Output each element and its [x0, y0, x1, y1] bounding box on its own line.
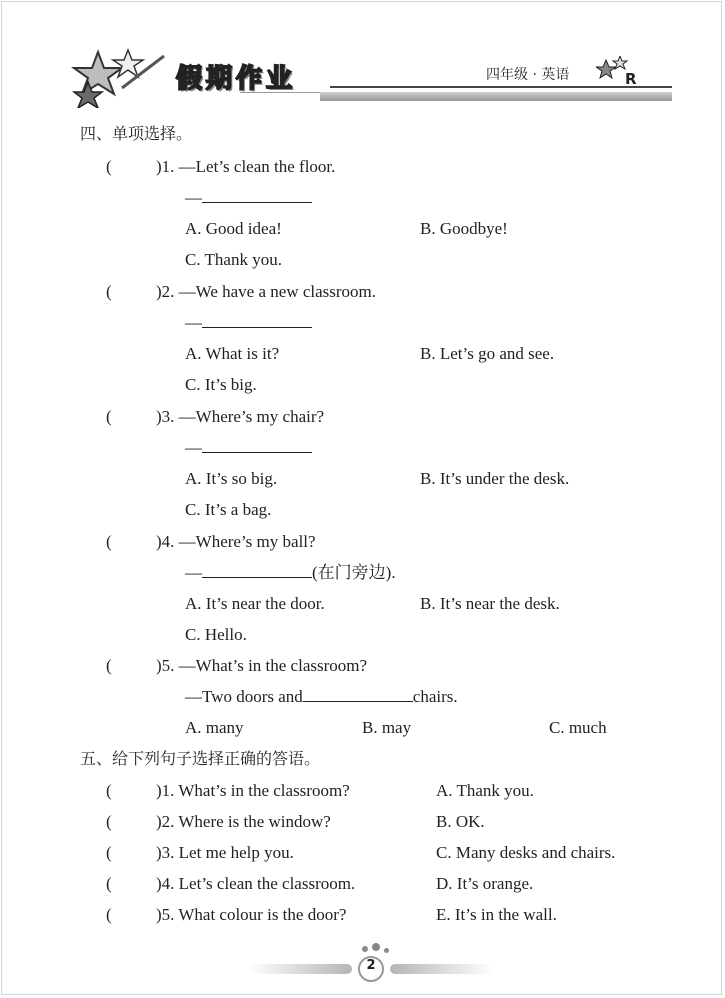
match-answer: B. OK.	[436, 812, 485, 831]
answer-line	[185, 313, 312, 333]
footer-bar-right	[390, 964, 494, 974]
question-stem: )5. —What’s in the classroom?	[156, 656, 368, 675]
footer-dot	[372, 943, 380, 951]
match-question: )1. What’s in the classroom?	[156, 781, 350, 800]
answer-bracket: (	[106, 656, 112, 675]
answer-blank[interactable]	[202, 188, 312, 203]
option: C. Hello.	[185, 625, 247, 644]
answer-line	[185, 438, 312, 458]
option: B. It’s near the desk.	[420, 594, 560, 613]
answer-line	[185, 188, 312, 208]
answer-prefix: —	[185, 438, 202, 457]
answer-bracket: (	[106, 812, 112, 831]
match-answer: E. It’s in the wall.	[436, 905, 557, 924]
grade-subject-label: 四年级 · 英语	[486, 67, 570, 83]
match-answer: D. It’s orange.	[436, 874, 534, 893]
header-gray-bar	[320, 92, 672, 101]
answer-bracket: (	[106, 781, 112, 800]
answer-blank[interactable]	[202, 313, 312, 328]
answer-bracket: (	[106, 532, 112, 551]
match-question: )5. What colour is the door?	[156, 905, 347, 924]
answer-bracket: (	[106, 157, 112, 176]
page-footer	[248, 942, 498, 982]
stars-logo-icon	[68, 48, 168, 108]
match-answer: A. Thank you.	[436, 781, 534, 800]
question-stem: )1. —Let’s clean the floor.	[156, 157, 336, 176]
answer-prefix: —	[185, 188, 202, 207]
option: A. It’s so big.	[185, 469, 278, 488]
answer-hint: (在门旁边).	[312, 563, 396, 582]
section4-heading: 四、单项选择。	[80, 124, 193, 143]
answer-suffix: chairs.	[412, 687, 458, 706]
footer-dot	[384, 948, 389, 953]
page-number: 2	[366, 958, 376, 973]
option: B. Let’s go and see.	[420, 344, 555, 363]
answer-prefix: —Two doors and	[185, 687, 303, 706]
option: A. Good idea!	[185, 219, 282, 238]
answer-bracket: (	[106, 905, 112, 924]
footer-bar-left	[248, 964, 352, 974]
question-stem: )2. —We have a new classroom.	[156, 282, 377, 301]
answer-line	[185, 687, 458, 707]
answer-blank[interactable]	[202, 563, 312, 578]
question-stem: )4. —Where’s my ball?	[156, 532, 316, 551]
option: C. It’s a bag.	[185, 500, 272, 519]
answer-bracket: (	[106, 407, 112, 426]
answer-bracket: (	[106, 843, 112, 862]
edition-mark: R	[625, 70, 637, 88]
section5-heading: 五、给下列句子选择正确的答语。	[80, 749, 321, 768]
answer-bracket: (	[106, 282, 112, 301]
option: B. Goodbye!	[420, 219, 508, 238]
answer-blank[interactable]	[303, 687, 413, 702]
answer-bracket: (	[106, 874, 112, 893]
question-stem: )3. —Where’s my chair?	[156, 407, 325, 426]
option: C. It’s big.	[185, 375, 257, 394]
option: B. It’s under the desk.	[420, 469, 570, 488]
option: C. Thank you.	[185, 250, 282, 269]
option: C. much	[549, 718, 607, 737]
option: A. It’s near the door.	[185, 594, 325, 613]
option: A. What is it?	[185, 344, 280, 363]
answer-prefix: —	[185, 563, 202, 582]
match-question: )3. Let me help you.	[156, 843, 294, 862]
option: B. may	[362, 718, 412, 737]
answer-line	[185, 563, 396, 583]
match-question: )4. Let’s clean the classroom.	[156, 874, 356, 893]
option: A. many	[185, 718, 244, 737]
match-answer: C. Many desks and chairs.	[436, 843, 616, 862]
book-title: 假期作业	[176, 64, 297, 94]
footer-dot	[362, 946, 368, 952]
answer-blank[interactable]	[202, 438, 312, 453]
header-top-rule	[330, 86, 672, 88]
page-header	[0, 0, 725, 115]
answer-prefix: —	[185, 313, 202, 332]
match-question: )2. Where is the window?	[156, 812, 331, 831]
